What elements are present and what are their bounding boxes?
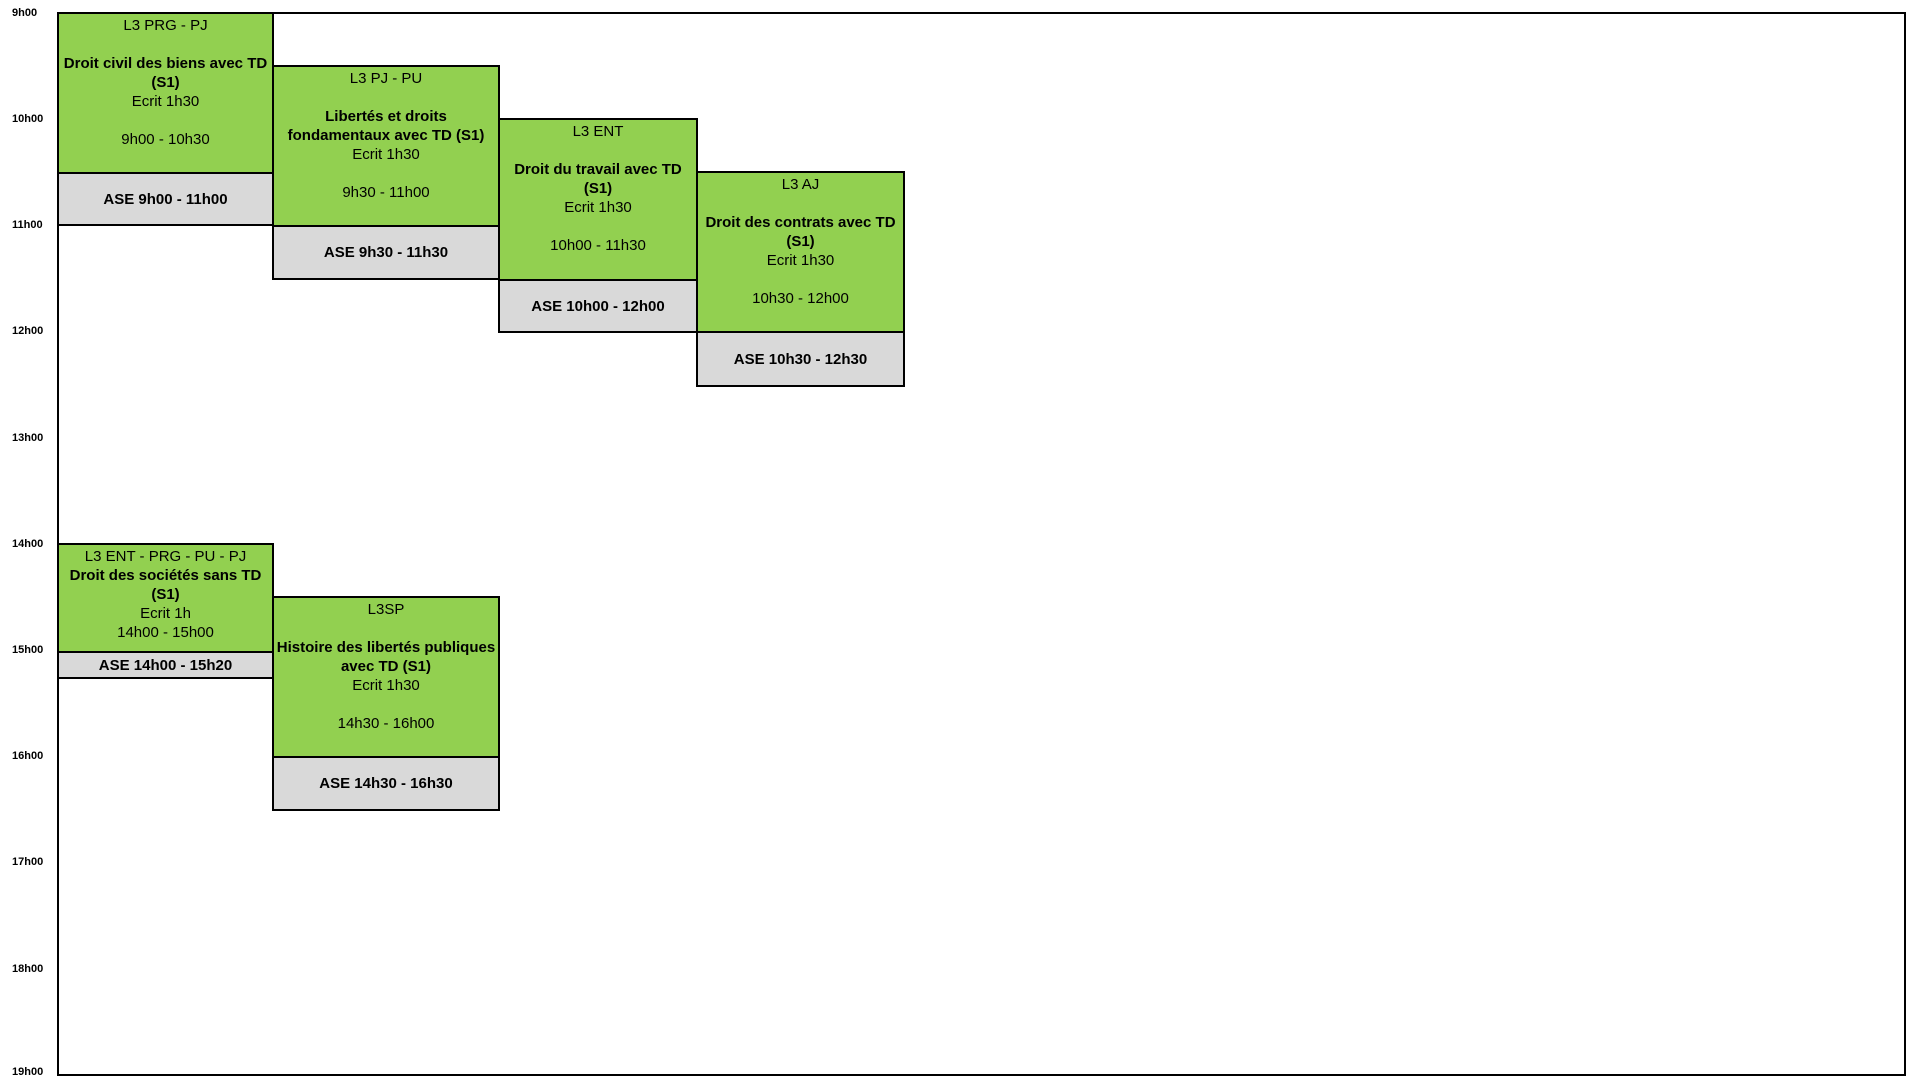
exam-block[interactable] [272,65,500,227]
exam-block[interactable] [272,596,500,758]
exam-title: Droit des sociétés sans TD (S1) [69,567,262,603]
ase-block[interactable] [696,331,905,387]
exam-group: L3 AJ [781,176,820,193]
ase-block[interactable] [272,225,500,280]
exam-format: Ecrit 1h30 [766,252,835,269]
time-label: 12h00 [12,325,44,337]
ase-block[interactable] [498,279,698,333]
exam-format: Ecrit 1h30 [131,93,200,110]
ase-label: ASE 9h30 - 11h30 [323,244,449,261]
exam-format: Ecrit 1h30 [564,199,632,216]
time-label: 17h00 [12,856,44,868]
time-label: 18h00 [12,963,44,975]
ase-label: ASE 14h30 - 16h30 [319,775,453,792]
exam-title: Histoire des libertés publiques avec TD (S1) [276,639,496,675]
exam-time: 9h00 - 10h30 [121,131,210,148]
ase-label: ASE 10h00 - 12h00 [531,297,665,315]
time-label: 13h00 [12,432,44,444]
exam-block[interactable] [696,171,905,333]
exam-format: Ecrit 1h [140,605,191,622]
exam-time: 9h30 - 11h00 [342,184,430,201]
ase-label: ASE 9h00 - 11h00 [103,190,228,208]
exam-time: 14h00 - 15h00 [117,624,214,641]
time-label: 14h00 [12,538,44,550]
time-label: 10h00 [12,113,44,125]
exam-block[interactable] [57,543,274,653]
exam-time: 10h30 - 12h00 [752,290,849,307]
ase-label: ASE 14h00 - 15h20 [98,656,233,674]
exam-group: L3SP [367,601,405,618]
exam-title: Droit des contrats avec TD (S1) [705,214,896,250]
time-label: 11h00 [12,219,43,231]
exam-format: Ecrit 1h30 [352,146,420,163]
exam-format: Ecrit 1h30 [352,677,420,694]
exam-title: Libertés et droits fondamentaux avec TD (S1) [287,108,485,144]
ase-block[interactable] [272,756,500,811]
exam-title: Droit civil des biens avec TD (S1) [63,55,268,91]
exam-group: L3 ENT [572,123,624,140]
ase-block[interactable] [57,172,274,226]
exam-block[interactable] [57,12,274,174]
exam-time: 14h30 - 16h00 [337,715,435,732]
ase-block[interactable] [57,651,274,679]
exam-block[interactable] [498,118,698,281]
time-label: 19h00 [12,1066,44,1078]
time-label: 16h00 [12,750,44,762]
exam-group: L3 ENT - PRG - PU - PJ [84,548,247,565]
ase-label: ASE 10h30 - 12h30 [733,350,868,368]
exam-group: L3 PRG - PJ [123,17,208,34]
exam-time: 10h00 - 11h30 [550,237,646,254]
exam-group: L3 PJ - PU [349,70,423,87]
time-label: 9h00 [12,7,38,19]
exam-title: Droit du travail avec TD (S1) [514,161,682,197]
time-label: 15h00 [12,644,44,656]
